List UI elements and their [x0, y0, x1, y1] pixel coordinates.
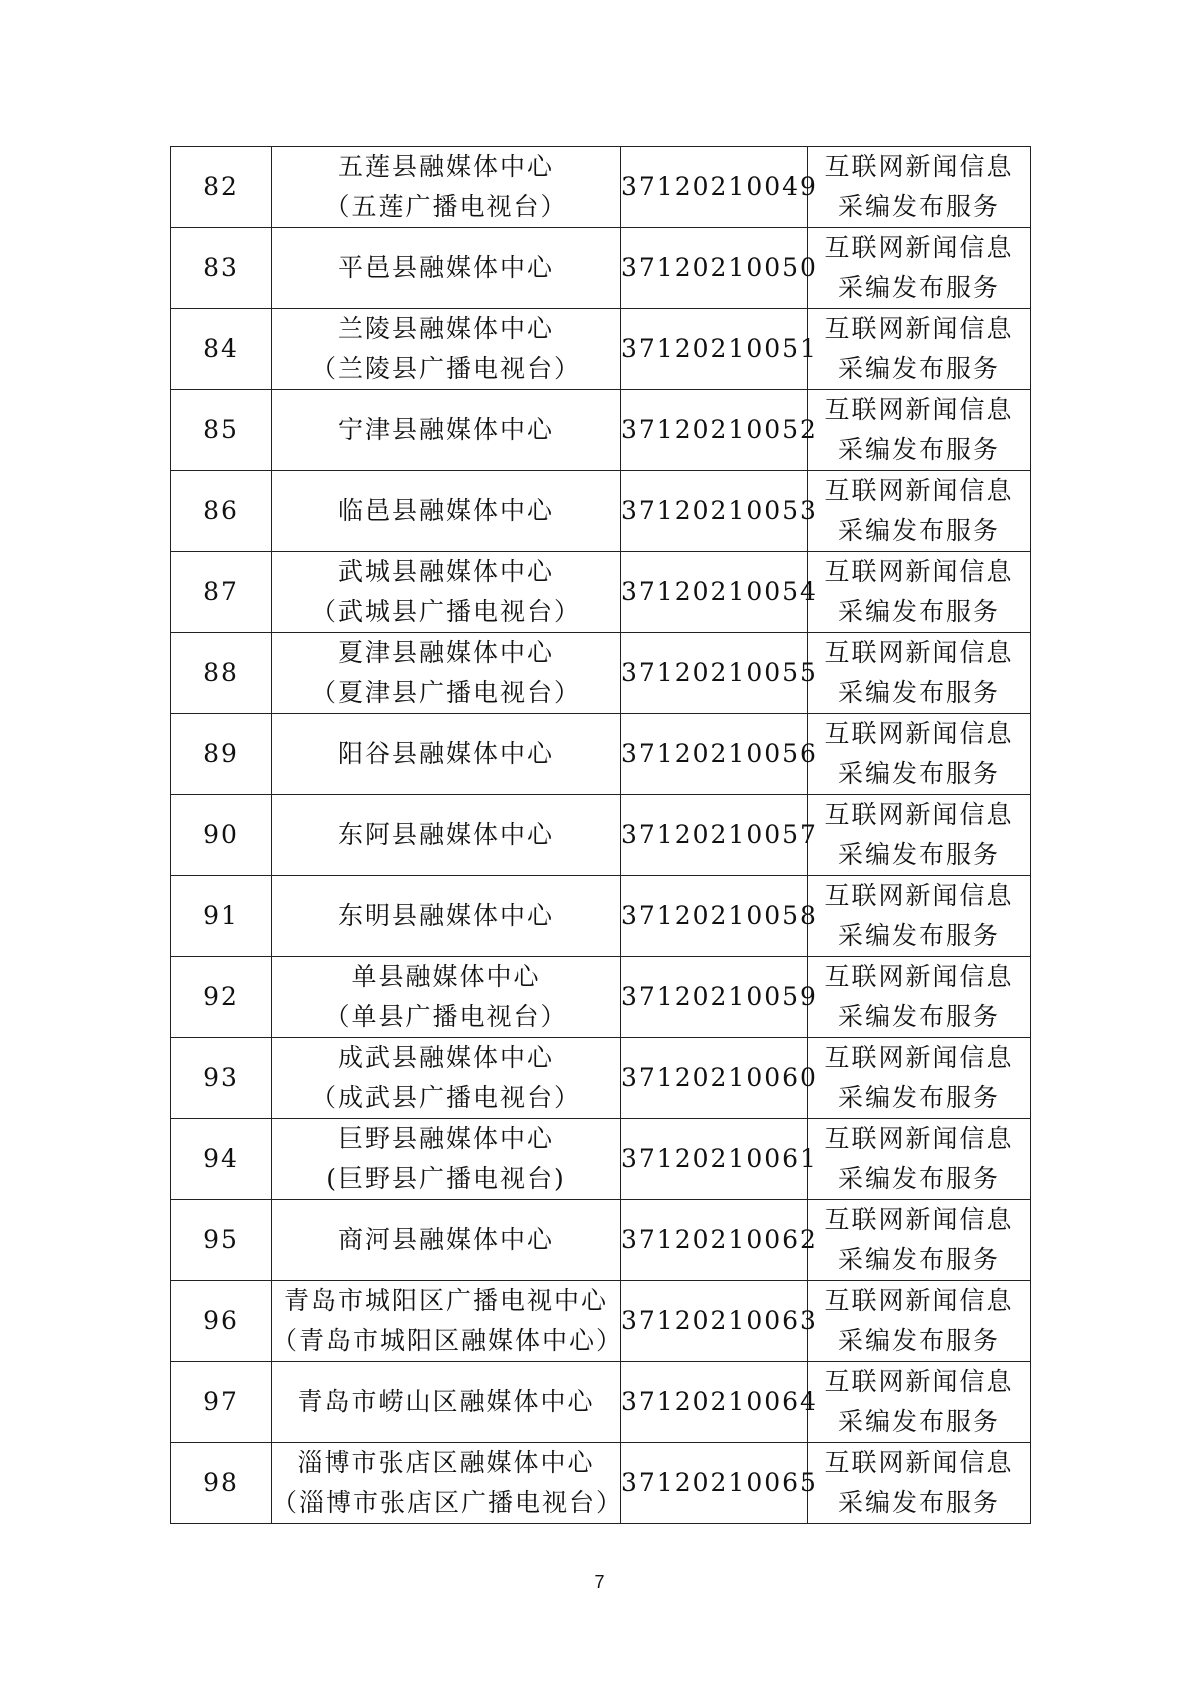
- organization-name-line: （五莲广播电视台）: [324, 192, 568, 221]
- table-row: [171, 309, 1031, 390]
- table-row: [171, 147, 1031, 228]
- organization-name-line: 巨野县融媒体中心: [337, 1124, 554, 1153]
- organization-name-cell: [272, 552, 621, 633]
- service-type-line: 采编发布服务: [837, 840, 1000, 869]
- organization-name-line: 宁津县融媒体中心: [337, 415, 554, 444]
- organization-name-cell: [272, 1443, 624, 1524]
- license-code-cell: 37120210065: [621, 1443, 808, 1524]
- row-number-cell: 96: [171, 1281, 272, 1362]
- service-type-cell: [808, 633, 1031, 714]
- table-row: [171, 1362, 1031, 1443]
- license-code-cell: 37120210054: [621, 552, 808, 633]
- organization-name-cell: [272, 795, 621, 876]
- service-type-cell: [808, 1362, 1031, 1443]
- service-type-cell: [808, 228, 1031, 309]
- row-number-cell: 93: [171, 1038, 272, 1119]
- organization-name-line: 阳谷县融媒体中心: [337, 739, 554, 768]
- table-row: [171, 1443, 1031, 1524]
- organization-name-line: （武城县广播电视台）: [310, 597, 581, 626]
- service-type-line: 互联网新闻信息: [824, 800, 1014, 829]
- license-code-cell: 37120210049: [621, 147, 808, 228]
- service-type-cell: [808, 714, 1031, 795]
- service-type-line: 采编发布服务: [837, 597, 1000, 626]
- organization-name-line: （淄博市张店区广播电视台）: [272, 1488, 624, 1517]
- license-code-cell: 37120210053: [621, 471, 808, 552]
- row-number-cell: 85: [171, 390, 272, 471]
- registry-table-body: [171, 147, 1031, 1524]
- organization-name-line: （夏津县广播电视台）: [310, 678, 581, 707]
- organization-name-line: 武城县融媒体中心: [337, 557, 554, 586]
- service-type-line: 互联网新闻信息: [824, 881, 1014, 910]
- license-code-cell: 37120210051: [621, 309, 808, 390]
- organization-name-line: 兰陵县融媒体中心: [337, 314, 554, 343]
- row-number-cell: 89: [171, 714, 272, 795]
- service-type-line: 采编发布服务: [837, 192, 1000, 221]
- organization-name-line: 夏津县融媒体中心: [337, 638, 554, 667]
- service-type-line: 互联网新闻信息: [824, 962, 1014, 991]
- license-code-cell: 37120210061: [621, 1119, 808, 1200]
- service-type-line: 采编发布服务: [837, 921, 1000, 950]
- organization-name-cell: [272, 147, 621, 228]
- table-row: [171, 1038, 1031, 1119]
- license-code-cell: 37120210059: [621, 957, 808, 1038]
- service-type-line: 互联网新闻信息: [824, 314, 1014, 343]
- service-type-line: 采编发布服务: [837, 354, 1000, 383]
- license-code-cell: 37120210058: [621, 876, 808, 957]
- organization-name-cell: [272, 390, 621, 471]
- service-type-cell: [808, 795, 1031, 876]
- table-row: [171, 957, 1031, 1038]
- service-type-line: 采编发布服务: [837, 1164, 1000, 1193]
- table-row: [171, 552, 1031, 633]
- service-type-line: 互联网新闻信息: [824, 1124, 1014, 1153]
- row-number-cell: 83: [171, 228, 272, 309]
- service-type-line: 互联网新闻信息: [824, 638, 1014, 667]
- organization-name-cell: [272, 309, 621, 390]
- row-number-cell: 86: [171, 471, 272, 552]
- organization-name-line: 临邑县融媒体中心: [337, 496, 554, 525]
- service-type-line: 采编发布服务: [837, 1407, 1000, 1436]
- service-type-cell: [808, 1200, 1031, 1281]
- license-code-cell: 37120210064: [621, 1362, 808, 1443]
- license-code-cell: 37120210063: [621, 1281, 808, 1362]
- license-code-cell: 37120210055: [621, 633, 808, 714]
- license-code-cell: 37120210057: [621, 795, 808, 876]
- service-type-line: 采编发布服务: [837, 678, 1000, 707]
- service-type-cell: [808, 309, 1031, 390]
- service-type-line: 互联网新闻信息: [824, 1448, 1014, 1477]
- table-row: [171, 1281, 1031, 1362]
- service-type-line: 互联网新闻信息: [824, 719, 1014, 748]
- organization-name-line: 五莲县融媒体中心: [337, 152, 554, 181]
- license-code-cell: 37120210052: [621, 390, 808, 471]
- service-type-line: 互联网新闻信息: [824, 152, 1014, 181]
- service-type-line: 互联网新闻信息: [824, 1043, 1014, 1072]
- service-type-line: 互联网新闻信息: [824, 395, 1014, 424]
- organization-name-line: （成武县广播电视台）: [310, 1083, 581, 1112]
- table-row: [171, 633, 1031, 714]
- table-row: [171, 1119, 1031, 1200]
- organization-name-line: 单县融媒体中心: [351, 962, 541, 991]
- row-number-cell: 90: [171, 795, 272, 876]
- service-type-cell: [808, 1038, 1031, 1119]
- service-type-cell: [808, 957, 1031, 1038]
- organization-name-line: 青岛市城阳区广播电视中心: [283, 1286, 608, 1315]
- row-number-cell: 87: [171, 552, 272, 633]
- service-type-line: 互联网新闻信息: [824, 476, 1014, 505]
- organization-name-cell: [272, 228, 621, 309]
- service-type-cell: [808, 552, 1031, 633]
- service-type-line: 互联网新闻信息: [824, 233, 1014, 262]
- service-type-line: 采编发布服务: [837, 1245, 1000, 1274]
- table-row: [171, 1200, 1031, 1281]
- service-type-line: 互联网新闻信息: [824, 557, 1014, 586]
- organization-name-line: 成武县融媒体中心: [337, 1043, 554, 1072]
- organization-name-line: 东阿县融媒体中心: [337, 820, 554, 849]
- row-number-cell: 94: [171, 1119, 272, 1200]
- organization-name-line: 商河县融媒体中心: [337, 1225, 554, 1254]
- service-type-line: 采编发布服务: [837, 1326, 1000, 1355]
- organization-name-line: 淄博市张店区融媒体中心: [297, 1448, 595, 1477]
- row-number-cell: 95: [171, 1200, 272, 1281]
- registry-table: [170, 146, 1031, 1524]
- organization-name-cell: [272, 957, 621, 1038]
- license-code-cell: 37120210060: [621, 1038, 808, 1119]
- license-code-cell: 37120210062: [621, 1200, 808, 1281]
- organization-name-line: 青岛市崂山区融媒体中心: [297, 1387, 595, 1416]
- organization-name-cell: [272, 1200, 621, 1281]
- service-type-cell: [808, 390, 1031, 471]
- organization-name-line: （单县广播电视台）: [324, 1002, 568, 1031]
- organization-name-cell: [272, 633, 621, 714]
- service-type-line: 互联网新闻信息: [824, 1205, 1014, 1234]
- service-type-line: 采编发布服务: [837, 435, 1000, 464]
- service-type-cell: [808, 147, 1031, 228]
- organization-name-line: （青岛市城阳区融媒体中心）: [272, 1326, 624, 1355]
- row-number-cell: 98: [171, 1443, 272, 1524]
- service-type-line: 互联网新闻信息: [824, 1367, 1014, 1396]
- service-type-line: 采编发布服务: [837, 1002, 1000, 1031]
- service-type-line: 采编发布服务: [837, 759, 1000, 788]
- table-row: [171, 471, 1031, 552]
- service-type-cell: [808, 1443, 1031, 1524]
- row-number-cell: 88: [171, 633, 272, 714]
- row-number-cell: 92: [171, 957, 272, 1038]
- row-number-cell: 82: [171, 147, 272, 228]
- organization-name-line: （兰陵县广播电视台）: [310, 354, 581, 383]
- service-type-line: 采编发布服务: [837, 1488, 1000, 1517]
- organization-name-line: (巨野县广播电视台): [326, 1164, 566, 1193]
- service-type-cell: [808, 1281, 1031, 1362]
- page-number: 7: [594, 1572, 605, 1592]
- table-row: [171, 876, 1031, 957]
- table-row: [171, 390, 1031, 471]
- row-number-cell: 84: [171, 309, 272, 390]
- organization-name-line: 平邑县融媒体中心: [337, 253, 554, 282]
- license-code-cell: 37120210056: [621, 714, 808, 795]
- service-type-line: 采编发布服务: [837, 516, 1000, 545]
- service-type-line: 采编发布服务: [837, 273, 1000, 302]
- organization-name-cell: [272, 1119, 621, 1200]
- table-row: [171, 228, 1031, 309]
- organization-name-line: 东明县融媒体中心: [337, 901, 554, 930]
- service-type-cell: [808, 1119, 1031, 1200]
- table-row: [171, 795, 1031, 876]
- organization-name-cell: [272, 1038, 621, 1119]
- row-number-cell: 97: [171, 1362, 272, 1443]
- license-code-cell: 37120210050: [621, 228, 808, 309]
- organization-name-cell: [272, 1362, 621, 1443]
- table-row: [171, 714, 1031, 795]
- organization-name-cell: [272, 876, 621, 957]
- service-type-line: 互联网新闻信息: [824, 1286, 1014, 1315]
- organization-name-cell: [272, 714, 621, 795]
- service-type-cell: [808, 471, 1031, 552]
- organization-name-cell: [272, 1281, 624, 1362]
- service-type-cell: [808, 876, 1031, 957]
- organization-name-cell: [272, 471, 621, 552]
- service-type-line: 采编发布服务: [837, 1083, 1000, 1112]
- row-number-cell: 91: [171, 876, 272, 957]
